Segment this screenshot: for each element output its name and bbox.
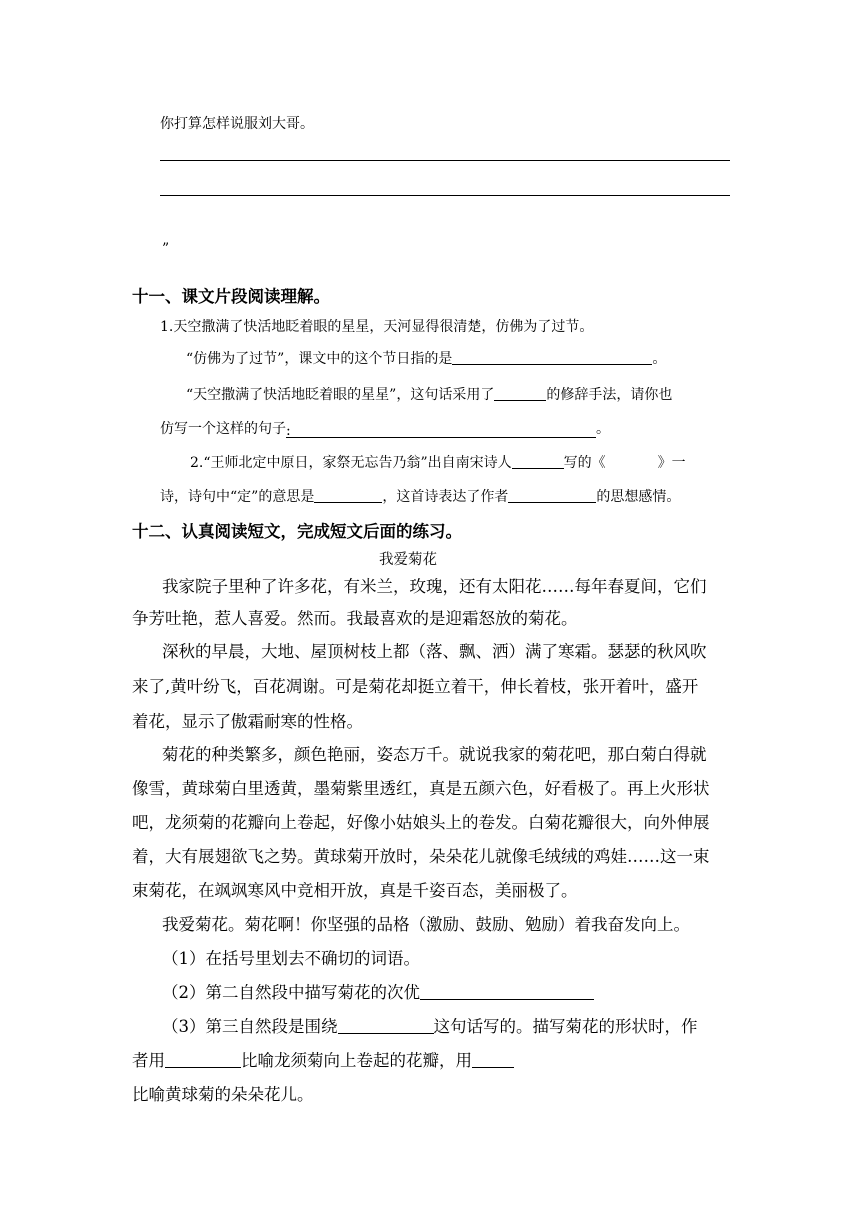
answer-blank[interactable] [494, 386, 546, 401]
answer-blank[interactable] [420, 983, 594, 1000]
passage-paragraph-3-line-1: 菊花的种类繁多，颜色艳丽，姿态万千。就说我家的菊花吧，那白菊白得就 [162, 745, 707, 764]
answer-blank[interactable] [286, 423, 596, 438]
colon-mark: : [286, 423, 291, 439]
question-prompt: 你打算怎样说服刘大哥。 [160, 116, 314, 132]
exercise-3 [162, 1013, 698, 1037]
answer-blank[interactable] [338, 1017, 434, 1034]
exercise-3-text-d: 比喻龙须菊向上卷起的花瓣，用 [241, 1051, 472, 1070]
item-2-text-cont [160, 486, 680, 506]
item-1-question-1 [186, 348, 666, 368]
item-1-q2-text-2: 的修辞手法，请你也 [546, 387, 673, 403]
item-1-q2-end: 。 [596, 421, 610, 437]
item-2-text [190, 452, 686, 472]
item-2-text-e: ，这首诗表达了作者 [382, 489, 509, 505]
passage-paragraph-3-line-3: 吧，龙须菊的花瓣向上卷起，好像小姑娘头上的卷发。白菊花瓣很大，向外伸展 [132, 813, 710, 832]
answer-blank[interactable] [165, 1051, 241, 1068]
passage-paragraph-3-line-2: 像雪，黄球菊白里透黄，墨菊紫里透红，真是五颜六色，好看极了。再上火形状 [132, 779, 710, 798]
answer-blank[interactable] [452, 350, 652, 365]
passage-paragraph-3-line-4: 着，大有展翅欲飞之势。黄球菊开放时，朵朵花儿就像毛绒绒的鸡娃……这一束 [132, 847, 710, 866]
item-2-text-d: 诗，诗句中“定”的意思是 [160, 489, 315, 505]
item-1-question-2-cont [160, 418, 610, 438]
exercise-2 [162, 979, 594, 1003]
item-1-text: 1.天空撒满了快活地眨着眼的星星，天河显得很清楚，仿佛为了过节。 [160, 319, 594, 335]
passage-paragraph-2-line-2: 来了,黄叶纷飞，百花凋谢。可是菊花却挺立着干，伸长着枝，张开着叶，盛开 [132, 677, 699, 696]
passage-paragraph-3-line-5: 束菊花，在飒飒寒风中竞相开放，真是千姿百态，美丽极了。 [132, 881, 578, 900]
passage-paragraph-1-line-2: 争芳吐艳，惹人喜爱。然而。我最喜欢的是迎霜怒放的菊花。 [132, 609, 578, 628]
item-1-q2-text-3: 仿写一个这样的句子 [160, 421, 286, 437]
passage-title: 我爱菊花 [379, 552, 437, 568]
exercise-3-text-c: 者用 [132, 1051, 165, 1070]
exercise-3-text-b: 这句话写的。描写菊花的形状时，作 [433, 1017, 698, 1036]
exercise-3-end: 比喻黄球菊的朵朵花儿。 [132, 1085, 314, 1104]
answer-blank[interactable] [508, 488, 596, 503]
passage-paragraph-4: 我爱菊花。菊花啊！你坚强的品格（激励、鼓励、勉励）着我奋发向上。 [162, 915, 690, 934]
answer-line-2 [160, 195, 730, 196]
answer-blank[interactable] [314, 488, 382, 503]
item-1-q1-text: “仿佛为了过节”，课文中的这个节日指的是 [186, 351, 453, 367]
answer-line-1 [160, 160, 730, 161]
item-2-text-c: 》一 [657, 455, 686, 471]
passage-paragraph-1-line-1: 我家院子里种了许多花，有米兰，玫瑰，还有太阳花……每年春夏间，它们 [162, 577, 707, 596]
exercise-3-text-a: （3）第三自然段是围绕 [162, 1017, 338, 1036]
exercise-2-text: （2）第二自然段中描写菊花的次优 [162, 983, 420, 1002]
closing-quote: ” [162, 241, 170, 257]
exercise-3-cont [132, 1047, 514, 1071]
answer-blank[interactable] [472, 1051, 514, 1068]
passage-paragraph-2-line-3: 着花，显示了傲霜耐寒的性格。 [132, 712, 363, 731]
section-11-heading: 十一、课文片段阅读理解。 [132, 287, 330, 306]
section-12-heading: 十二、认真阅读短文，完成短文后面的练习。 [132, 522, 462, 541]
item-1-question-2 [186, 384, 672, 404]
item-2-text-a: 2.“王师北定中原日，家祭无忘告乃翁”出自南宋诗人 [190, 455, 512, 471]
passage-paragraph-2-line-1: 深秋的早晨，大地、屋顶树枝上都（落、飘、洒）满了寒霜。瑟瑟的秋风吹 [162, 642, 707, 661]
exercise-1: （1）在括号里划去不确切的词语。 [162, 949, 420, 968]
item-2-text-b: 写的《 [563, 455, 606, 471]
item-1-q1-end: 。 [652, 351, 667, 367]
item-2-text-f: 的思想感情。 [596, 489, 681, 505]
answer-blank[interactable] [512, 454, 564, 469]
item-1-q2-text: “天空撒满了快活地眨着眼的星星”，这句话采用了 [186, 387, 495, 403]
